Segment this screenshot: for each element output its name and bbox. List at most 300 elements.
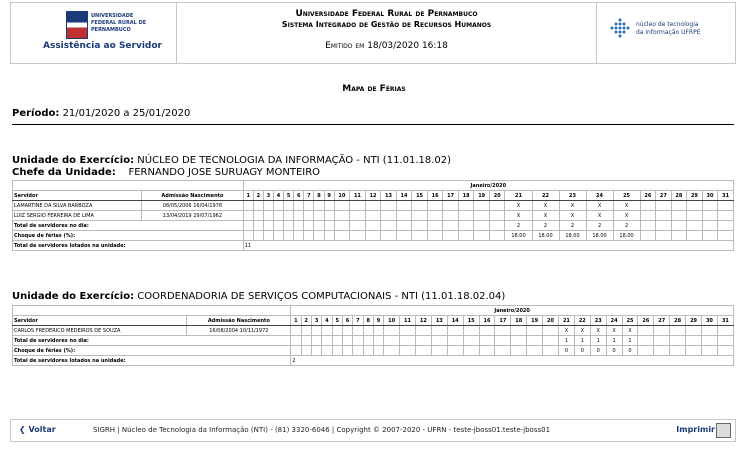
day-header: 11	[400, 316, 416, 326]
day-cell	[301, 346, 311, 356]
day-cell	[687, 221, 703, 231]
day-cell	[717, 326, 733, 336]
day-cell	[291, 336, 301, 346]
day-header: 12	[415, 316, 431, 326]
day-cell	[304, 221, 314, 231]
day-cell	[342, 346, 352, 356]
choque-row	[13, 231, 734, 241]
lotados-row	[13, 241, 734, 251]
divider	[596, 3, 597, 63]
day-cell	[702, 211, 718, 221]
day-cell: X	[590, 326, 606, 336]
day-header: 28	[671, 191, 687, 201]
day-cell	[431, 326, 447, 336]
day-cell	[717, 336, 733, 346]
day-cell	[284, 221, 294, 231]
day-cell	[273, 211, 283, 221]
day-cell	[543, 326, 559, 336]
day-cell	[243, 211, 253, 221]
chefe-heading	[12, 167, 320, 178]
university-name: Universidade Federal Rural de Pernambuco	[295, 9, 478, 19]
lotados-label: Total de servidores lotados na unidade:	[13, 356, 291, 366]
day-header: 26	[640, 191, 656, 201]
chefe-label: Chefe da Unidade:	[12, 167, 116, 178]
day-header: 12	[365, 191, 381, 201]
day-cell: 2	[586, 221, 613, 231]
day-cell	[458, 231, 474, 241]
day-cell	[294, 231, 304, 241]
day-cell	[527, 326, 543, 336]
day-cell	[412, 231, 428, 241]
day-cell: 0	[606, 346, 622, 356]
day-cell: 0	[558, 346, 574, 356]
day-header: 21	[558, 316, 574, 326]
month-header: Janeiro/2020	[243, 181, 733, 191]
back-link[interactable]: ❮ Voltar	[19, 425, 56, 434]
day-cell: X	[559, 201, 586, 211]
day-header: 25	[613, 191, 640, 201]
day-cell: 18.00	[532, 231, 559, 241]
vacation-map-table	[12, 180, 734, 251]
day-cell	[479, 346, 495, 356]
day-cell	[427, 231, 443, 241]
day-cell	[334, 231, 350, 241]
day-cell: X	[622, 326, 638, 336]
table-row	[13, 326, 734, 336]
day-cell	[363, 326, 373, 336]
day-cell	[342, 326, 352, 336]
admissao-header: Admissão Nascimento	[142, 191, 243, 201]
day-cell	[718, 221, 734, 231]
day-cell	[670, 326, 686, 336]
table-row	[13, 201, 734, 211]
unit-value: NÚCLEO DE TECNOLOGIA DA INFORMAÇÃO - NTI (11.01.18.02)	[137, 155, 452, 166]
day-cell	[263, 211, 273, 221]
day-cell	[702, 346, 718, 356]
day-cell	[273, 201, 283, 211]
nti-logo	[609, 17, 631, 39]
day-cell	[654, 336, 670, 346]
divider	[12, 124, 734, 125]
admissao-dates: 08/05/2006 16/04/1978	[142, 201, 243, 211]
day-cell	[396, 221, 412, 231]
day-cell	[273, 231, 283, 241]
day-cell	[396, 231, 412, 241]
report-header	[10, 2, 736, 64]
day-header: 27	[654, 316, 670, 326]
day-cell	[443, 201, 459, 211]
day-cell	[353, 336, 363, 346]
day-cell	[365, 211, 381, 221]
day-header: 13	[381, 191, 397, 201]
servidor-header: Servidor	[13, 191, 142, 201]
day-cell	[350, 211, 366, 221]
day-cell	[656, 211, 672, 221]
unit-value: COORDENADORIA DE SERVIÇOS COMPUTACIONAIS - NTI (11.01.18.02.04)	[137, 291, 506, 302]
day-cell	[291, 346, 301, 356]
day-cell	[443, 211, 459, 221]
print-link[interactable]: Imprimir	[676, 425, 715, 434]
day-cell: 0	[574, 346, 590, 356]
day-cell	[638, 346, 654, 356]
unit-label: Unidade do Exercício:	[12, 291, 135, 302]
day-cell: 1	[606, 336, 622, 346]
day-cell	[654, 346, 670, 356]
day-header: 5	[332, 316, 342, 326]
day-cell: 2	[559, 221, 586, 231]
day-cell: X	[613, 201, 640, 211]
day-cell: X	[574, 326, 590, 336]
day-header: 4	[273, 191, 283, 201]
day-cell	[463, 326, 479, 336]
day-cell	[400, 346, 416, 356]
day-cell	[314, 231, 324, 241]
day-cell	[671, 201, 687, 211]
day-header: 11	[350, 191, 366, 201]
day-cell	[301, 326, 311, 336]
day-cell	[384, 326, 400, 336]
day-cell	[670, 336, 686, 346]
day-cell	[412, 201, 428, 211]
day-cell	[353, 346, 363, 356]
day-cell	[702, 326, 718, 336]
day-cell	[527, 346, 543, 356]
choque-row	[13, 346, 734, 356]
day-cell	[489, 221, 505, 231]
day-header: 27	[656, 191, 672, 201]
day-cell	[381, 211, 397, 221]
day-header: 24	[586, 191, 613, 201]
day-cell	[447, 336, 463, 346]
day-header: 30	[702, 191, 718, 201]
day-header: 16	[427, 191, 443, 201]
day-cell	[686, 346, 702, 356]
day-cell	[311, 346, 321, 356]
day-cell	[353, 326, 363, 336]
day-header: 7	[304, 191, 314, 201]
day-cell	[427, 211, 443, 221]
servidor-name: LUIZ SERGIO FERREIRA DE LIMA	[13, 211, 142, 221]
lotados-value: 2	[291, 356, 734, 366]
day-cell	[384, 346, 400, 356]
day-cell	[400, 326, 416, 336]
day-cell	[365, 231, 381, 241]
day-cell: 0	[590, 346, 606, 356]
day-cell: X	[586, 211, 613, 221]
day-header: 29	[687, 191, 703, 201]
day-cell	[415, 326, 431, 336]
day-header: 9	[373, 316, 383, 326]
day-cell	[447, 346, 463, 356]
chefe-value: FERNANDO JOSE SURUAGY MONTEIRO	[128, 167, 321, 178]
footer-info: SIGRH | Núcleo de Tecnologia da Informação (NTI) - (81) 3320-6046 | Copyright © 2007-2020 - UFRN - teste-jboss01.teste-jboss01	[93, 426, 551, 434]
periodo-label: Período:	[12, 108, 60, 119]
day-header: 20	[489, 191, 505, 201]
day-header: 15	[412, 191, 428, 201]
day-cell	[291, 326, 301, 336]
day-cell: X	[532, 201, 559, 211]
day-cell	[458, 221, 474, 231]
day-cell	[365, 221, 381, 231]
day-header: 21	[505, 191, 532, 201]
day-cell	[443, 221, 459, 231]
logo-text: UNIVERSIDADE FEDERAL RURAL DE PERNAMBUCO	[91, 13, 147, 33]
day-cell	[702, 201, 718, 211]
day-cell	[431, 336, 447, 346]
day-cell	[284, 211, 294, 221]
day-cell	[427, 201, 443, 211]
day-cell	[381, 231, 397, 241]
day-cell	[334, 201, 350, 211]
day-cell: X	[613, 211, 640, 221]
day-cell	[638, 326, 654, 336]
day-cell	[324, 211, 334, 221]
day-header: 31	[718, 191, 734, 201]
total-row-label: Total de servidores no dia:	[13, 221, 244, 231]
day-cell	[415, 346, 431, 356]
day-cell	[350, 201, 366, 211]
lotados-value: 11	[243, 241, 733, 251]
day-header: 23	[590, 316, 606, 326]
day-cell	[284, 201, 294, 211]
month-header: Janeiro/2020	[291, 306, 734, 316]
day-cell	[463, 346, 479, 356]
day-cell	[415, 336, 431, 346]
day-header: 6	[342, 316, 352, 326]
day-cell	[474, 231, 490, 241]
day-cell: 2	[613, 221, 640, 231]
day-cell	[253, 231, 263, 241]
day-cell	[687, 201, 703, 211]
day-header: 16	[479, 316, 495, 326]
day-cell	[640, 221, 656, 231]
nti-text: núcleo de tecnologia da informação UFRPE	[636, 21, 701, 36]
day-cell: 2	[532, 221, 559, 231]
day-header: 19	[527, 316, 543, 326]
day-cell	[384, 336, 400, 346]
day-header: 14	[447, 316, 463, 326]
day-cell	[640, 231, 656, 241]
table-row	[13, 211, 734, 221]
day-cell	[495, 326, 511, 336]
day-cell	[314, 221, 324, 231]
day-cell: 18.00	[505, 231, 532, 241]
day-cell	[640, 211, 656, 221]
day-cell	[718, 231, 734, 241]
day-cell	[332, 326, 342, 336]
day-header: 2	[301, 316, 311, 326]
day-cell	[294, 221, 304, 231]
day-header: 18	[511, 316, 527, 326]
day-cell	[511, 346, 527, 356]
day-cell: 18.00	[559, 231, 586, 241]
day-cell	[495, 336, 511, 346]
day-cell	[671, 211, 687, 221]
day-cell	[671, 231, 687, 241]
day-header: 8	[314, 191, 324, 201]
day-header: 6	[294, 191, 304, 201]
day-cell	[670, 346, 686, 356]
servidor-header: Servidor	[13, 316, 187, 326]
day-cell	[412, 221, 428, 231]
day-header: 22	[532, 191, 559, 201]
day-cell	[314, 211, 324, 221]
footer	[10, 419, 736, 442]
day-cell: 18.00	[613, 231, 640, 241]
day-cell	[671, 221, 687, 231]
day-cell: 1	[574, 336, 590, 346]
day-header: 19	[474, 191, 490, 201]
vacation-map-table	[12, 305, 734, 366]
total-row	[13, 336, 734, 346]
admissao-header: Admissão Nascimento	[187, 316, 291, 326]
day-header: 26	[638, 316, 654, 326]
day-header: 20	[543, 316, 559, 326]
day-cell	[656, 221, 672, 231]
total-row	[13, 221, 734, 231]
day-cell	[324, 231, 334, 241]
day-cell	[686, 326, 702, 336]
day-cell	[412, 211, 428, 221]
day-cell	[427, 221, 443, 231]
day-cell	[381, 221, 397, 231]
system-name: Sistema Integrado de Gestão de Recursos Humanos	[281, 20, 492, 29]
day-cell: X	[505, 201, 532, 211]
day-header: 24	[606, 316, 622, 326]
lotados-label: Total de servidores lotados na unidade:	[13, 241, 244, 251]
admissao-dates: 16/08/2004 10/11/1972	[187, 326, 291, 336]
day-header: 25	[622, 316, 638, 326]
day-cell: X	[586, 201, 613, 211]
blank-cell	[13, 181, 244, 191]
day-header: 10	[334, 191, 350, 201]
day-header: 9	[324, 191, 334, 201]
day-cell	[458, 201, 474, 211]
day-cell	[322, 346, 332, 356]
day-cell	[363, 336, 373, 346]
day-cell	[527, 336, 543, 346]
day-cell	[301, 336, 311, 346]
day-cell: X	[559, 211, 586, 221]
day-cell	[489, 201, 505, 211]
day-cell	[686, 336, 702, 346]
day-header: 17	[443, 191, 459, 201]
day-cell	[263, 231, 273, 241]
day-header: 4	[322, 316, 332, 326]
day-cell	[373, 346, 383, 356]
printer-icon[interactable]	[716, 423, 731, 438]
day-header: 2	[253, 191, 263, 201]
day-cell	[253, 221, 263, 231]
day-cell	[253, 211, 263, 221]
day-cell: X	[532, 211, 559, 221]
day-cell	[543, 346, 559, 356]
day-cell	[332, 336, 342, 346]
day-header: 3	[263, 191, 273, 201]
unit-label: Unidade do Exercício:	[12, 155, 135, 166]
day-cell	[294, 201, 304, 211]
day-cell	[443, 231, 459, 241]
day-cell	[656, 201, 672, 211]
day-cell	[381, 201, 397, 211]
day-cell: 1	[622, 336, 638, 346]
day-header: 17	[495, 316, 511, 326]
day-cell	[304, 231, 314, 241]
day-header: 10	[384, 316, 400, 326]
day-header: 15	[463, 316, 479, 326]
day-cell: 18.00	[586, 231, 613, 241]
day-cell	[263, 221, 273, 231]
choque-row-label: Choque de férias (%):	[13, 231, 244, 241]
day-cell: X	[606, 326, 622, 336]
day-header: 5	[284, 191, 294, 201]
day-cell	[458, 211, 474, 221]
day-cell	[511, 336, 527, 346]
day-header: 31	[717, 316, 733, 326]
day-header: 18	[458, 191, 474, 201]
day-header: 13	[431, 316, 447, 326]
day-cell	[396, 201, 412, 211]
day-header: 29	[686, 316, 702, 326]
day-header: 30	[702, 316, 718, 326]
day-header: 1	[243, 191, 253, 201]
unit-heading	[12, 155, 451, 166]
day-cell	[400, 336, 416, 346]
day-cell	[350, 231, 366, 241]
day-cell	[479, 336, 495, 346]
day-cell	[304, 201, 314, 211]
day-header: 22	[574, 316, 590, 326]
assist-link[interactable]: Assistência ao Servidor	[43, 41, 162, 51]
day-cell	[324, 201, 334, 211]
day-cell	[284, 231, 294, 241]
page-title: Mapa de Férias	[342, 84, 406, 94]
day-cell	[342, 336, 352, 346]
servidor-name: CARLOS FREDERICO MEDEIROS DE SOUZA	[13, 326, 187, 336]
day-cell	[334, 211, 350, 221]
day-cell	[474, 201, 490, 211]
total-row-label: Total de servidores no dia:	[13, 336, 291, 346]
day-cell	[243, 201, 253, 211]
day-cell	[474, 211, 490, 221]
day-cell	[702, 221, 718, 231]
day-cell	[243, 221, 253, 231]
day-cell: 1	[558, 336, 574, 346]
day-cell	[479, 326, 495, 336]
day-cell	[373, 326, 383, 336]
day-cell	[489, 231, 505, 241]
day-cell	[654, 326, 670, 336]
day-cell	[334, 221, 350, 231]
day-cell	[474, 221, 490, 231]
day-header: 23	[559, 191, 586, 201]
admissao-dates: 13/04/2019 29/07/1962	[142, 211, 243, 221]
day-cell	[243, 231, 253, 241]
day-cell	[717, 346, 733, 356]
day-cell: 0	[622, 346, 638, 356]
day-cell	[718, 201, 734, 211]
day-cell	[304, 211, 314, 221]
day-cell	[311, 336, 321, 346]
back-label: Voltar	[28, 425, 56, 434]
day-cell	[718, 211, 734, 221]
day-cell	[543, 336, 559, 346]
day-cell: 1	[590, 336, 606, 346]
day-cell	[253, 201, 263, 211]
day-cell	[365, 201, 381, 211]
day-header: 7	[353, 316, 363, 326]
lotados-row	[13, 356, 734, 366]
